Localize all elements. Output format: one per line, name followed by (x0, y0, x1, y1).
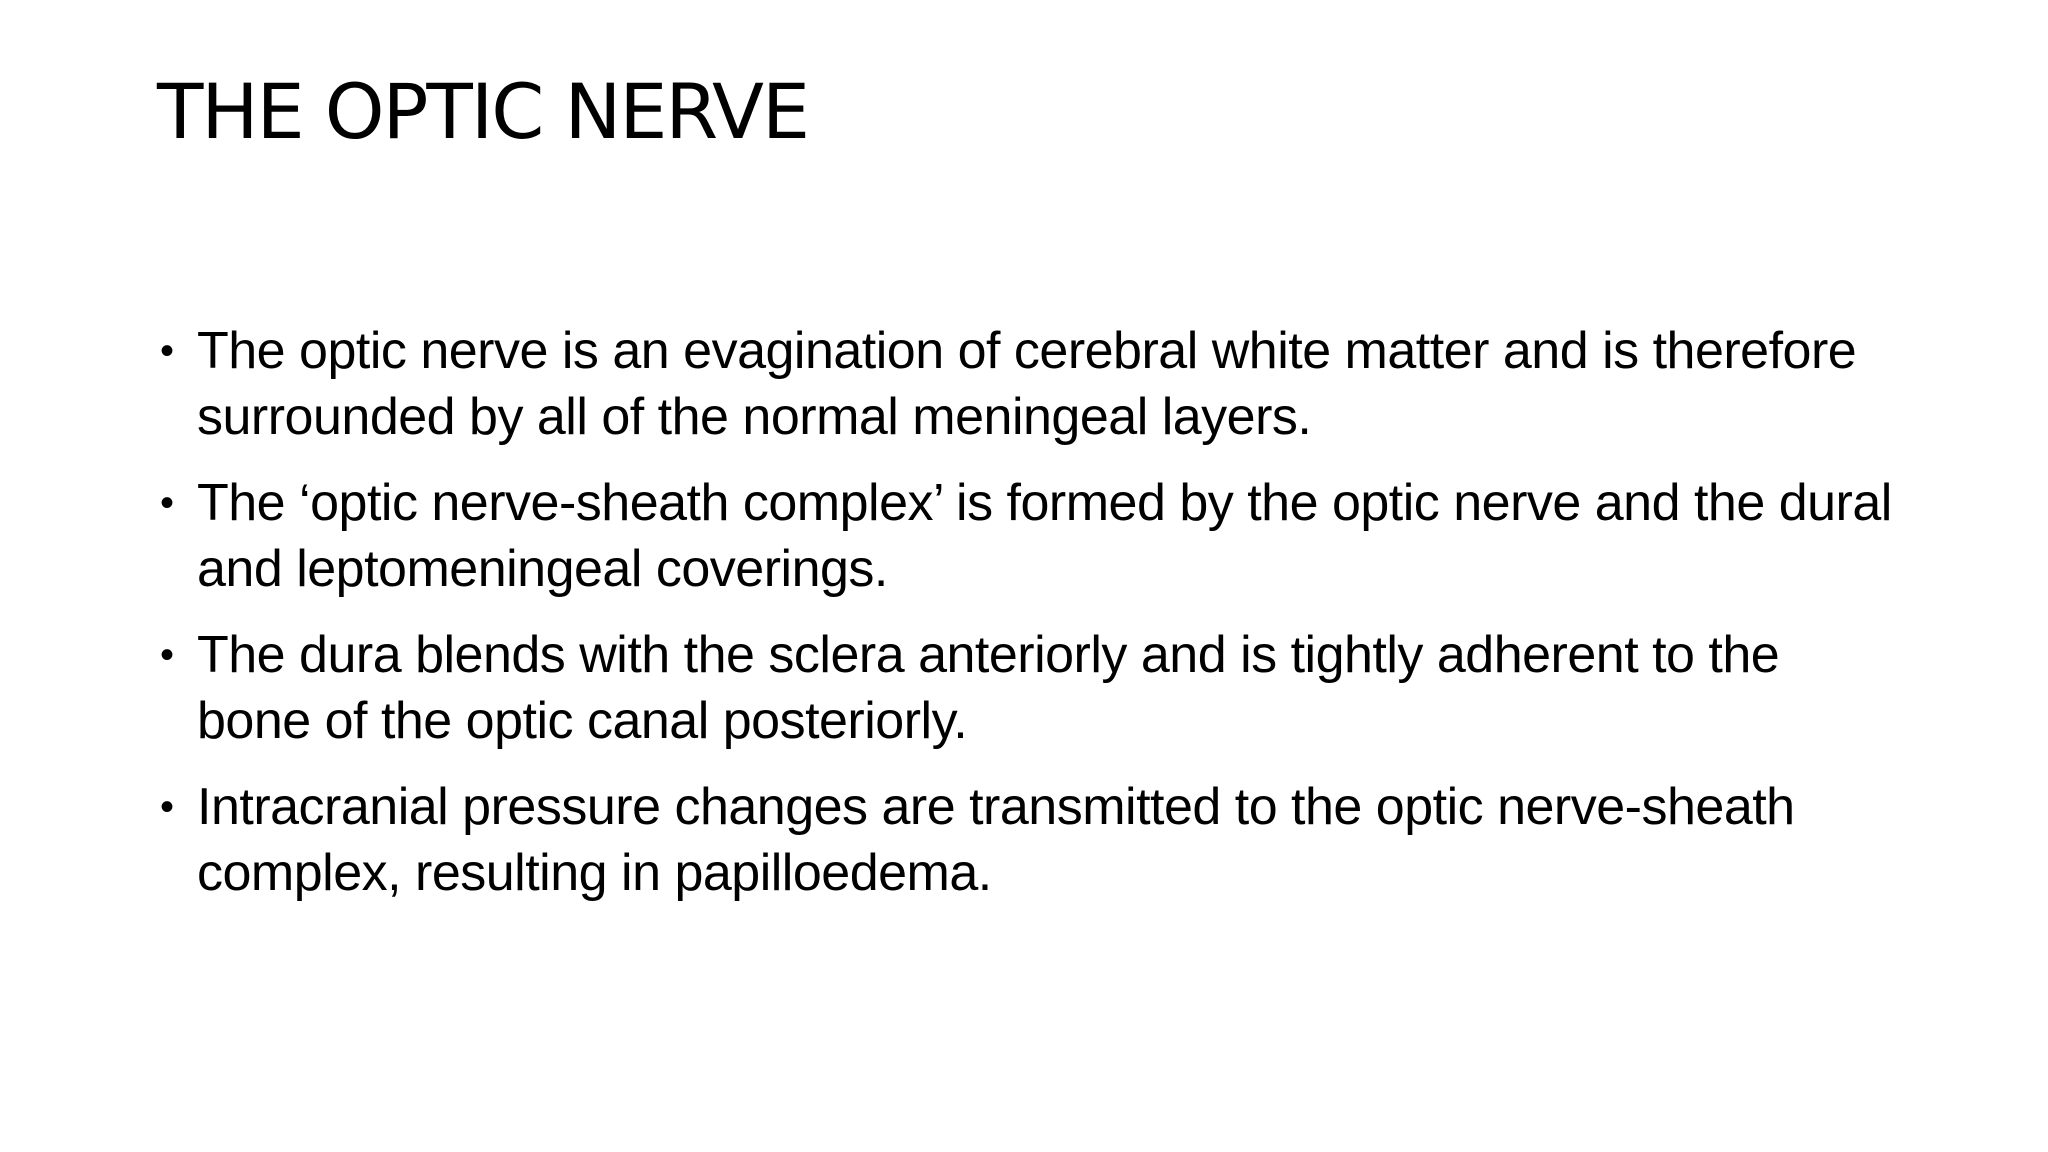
slide-title: THE OPTIC NERVE (157, 67, 808, 156)
bullet-item (160, 622, 1900, 754)
bullet-list (160, 318, 1900, 926)
bullet-icon: • (160, 481, 174, 525)
bullet-item (160, 318, 1900, 450)
bullet-item (160, 470, 1900, 602)
bullet-icon: • (160, 785, 174, 829)
bullet-text: The optic nerve is an evagination of cerebral white matter and is therefore surrounded by all of the normal meningeal layers. (197, 322, 1857, 446)
bullet-text: The dura blends with the sclera anteriorly and is tightly adherent to the bone of the optic canal posteriorly. (197, 626, 1780, 750)
bullet-item (160, 774, 1900, 906)
bullet-icon: • (160, 633, 174, 677)
bullet-text: Intracranial pressure changes are transmitted to the optic nerve-sheath complex, resulting in papilloedema. (197, 778, 1795, 902)
bullet-icon: • (160, 329, 174, 373)
bullet-text: The ‘optic nerve-sheath complex’ is formed by the optic nerve and the dural and leptomeningeal coverings. (197, 474, 1892, 598)
